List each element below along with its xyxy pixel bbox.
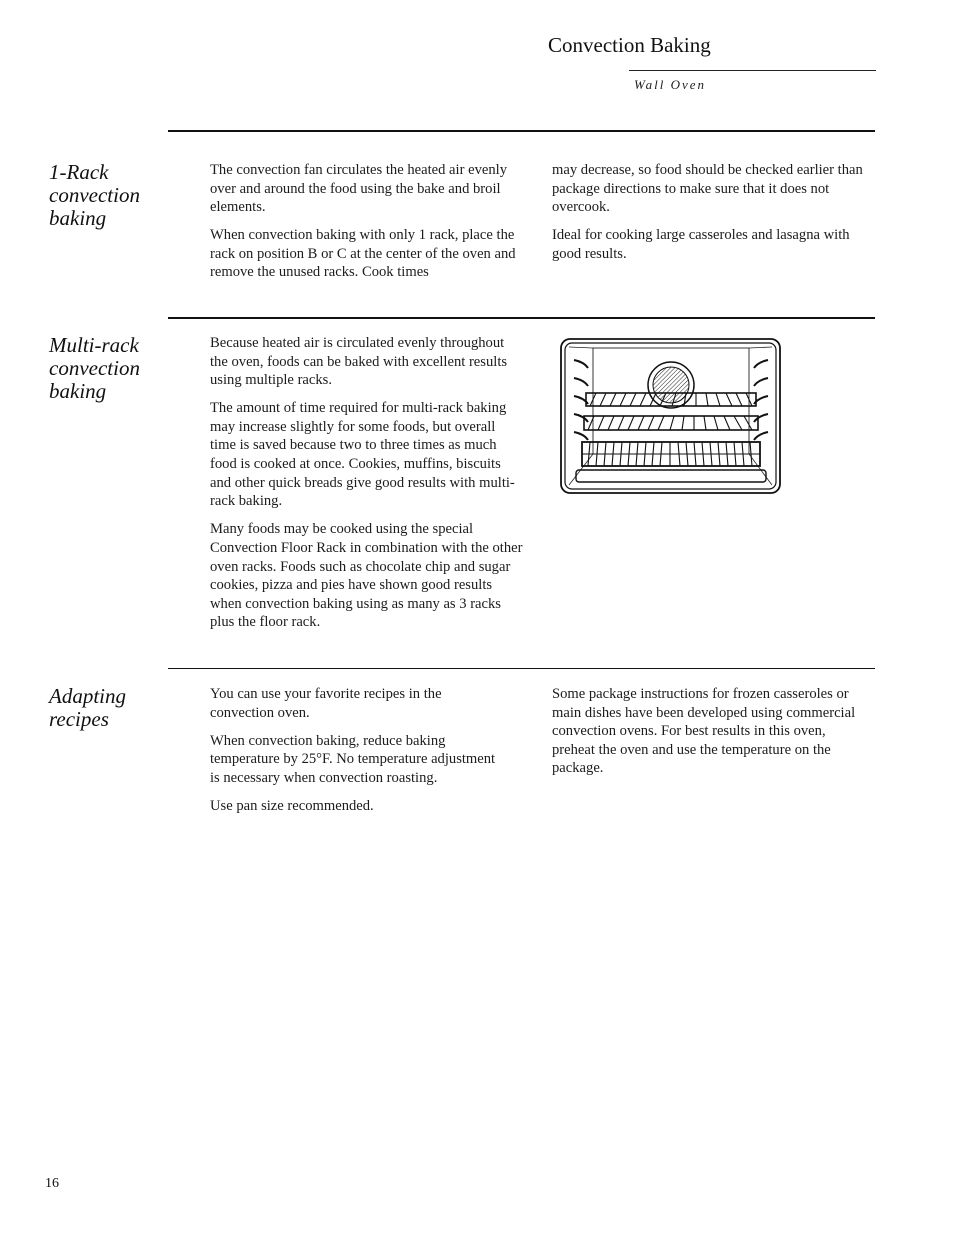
section-2-left-column <box>210 334 523 641</box>
section-divider <box>168 317 875 319</box>
section-1-right-column <box>552 161 874 273</box>
paragraph: When convection baking, reduce baking temperature by 25°F. No temperature adjustment is necessary when convection roasting. <box>210 732 496 786</box>
paragraph: Because heated air is circulated evenly throughout the oven, foods can be baked with excellent results using multiple racks. <box>210 335 508 389</box>
section-title-1-rack: 1-Rack convection baking <box>49 160 140 230</box>
paragraph: Many foods may be cooked using the special Convection Floor Rack in combination with the other oven racks. Foods such as chocolate chip and sugar cookies, pizza and pies have shown good results when convection baking using as many as 3 racks plus the floor rack. <box>210 521 523 631</box>
header-divider <box>629 70 876 71</box>
paragraph: Use pan size recommended. <box>210 797 374 814</box>
section-1-left-column <box>210 161 528 292</box>
paragraph: When convection baking with only 1 rack, place the rack on position B or C at the center of the oven and remove the unused racks. Cook times <box>210 227 516 281</box>
section-divider <box>168 668 875 669</box>
paragraph: Some package instructions for frozen casseroles or main dishes have been developed using commercial convection ovens. For best results in this oven, preheat the oven and use the temperature on the package. <box>552 686 856 777</box>
paragraph: You can use your favorite recipes in the convection oven. <box>210 686 442 721</box>
page-subtitle: Wall Oven <box>634 77 707 92</box>
paragraph: The amount of time required for multi-rack baking may increase slightly for some foods, but overall time is saved because two to three times as much food is cooked at once. Cookies, muffins, biscuits and other quick breads give good results with multi-rack baking. <box>210 400 515 510</box>
oven-racks-illustration <box>560 338 782 495</box>
paragraph: The convection fan circulates the heated air evenly over and around the food using the bake and broil elements. <box>210 162 507 216</box>
paragraph: Ideal for cooking large casseroles and lasagna with good results. <box>552 227 850 262</box>
section-3-right-column <box>552 685 868 787</box>
paragraph: may decrease, so food should be checked earlier than package directions to make sure that it does not overcook. <box>552 162 863 216</box>
page-title: Convection Baking <box>548 33 711 57</box>
section-title-multi-rack: Multi-rack convection baking <box>49 333 140 403</box>
section-3-left-column <box>210 685 500 825</box>
section-divider <box>168 130 875 132</box>
page-number: 16 <box>45 1176 59 1191</box>
section-title-adapting-recipes: Adapting recipes <box>49 684 126 731</box>
